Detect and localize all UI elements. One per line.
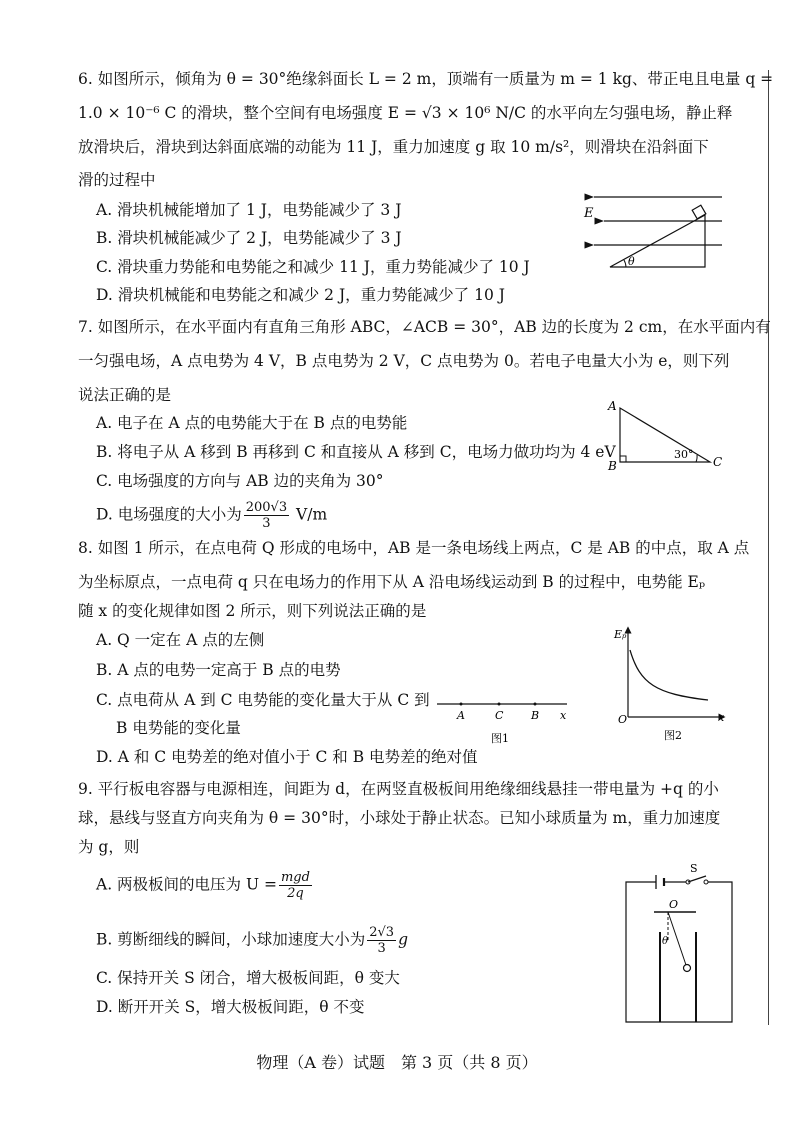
q7-option-d-fraction bbox=[244, 500, 289, 531]
q9-option-b bbox=[96, 925, 408, 956]
q6-figure bbox=[580, 185, 730, 279]
q9-option-b-den: 3 bbox=[377, 941, 386, 956]
caption-fig2: 图2 bbox=[664, 729, 682, 742]
circuit-wire bbox=[626, 882, 732, 1022]
label-c: C bbox=[495, 709, 504, 722]
q7-option-d-num: 200√3 bbox=[245, 500, 288, 515]
switch-label: S bbox=[690, 862, 698, 875]
margin-rule bbox=[768, 70, 769, 1025]
q9-option-b-fraction bbox=[367, 925, 396, 956]
q6-line-4: 滑的过程中 bbox=[78, 171, 156, 189]
angle-30-label: 30° bbox=[674, 448, 694, 461]
label-a: A bbox=[457, 709, 465, 722]
q6-line-1: 6. 如图所示，倾角为 θ = 30°绝缘斜面长 L = 2 m，顶端有一质量为 m = 1 kg、带正电且电量 q = bbox=[78, 70, 774, 88]
q8-figure-1 bbox=[435, 690, 575, 749]
q7-option-c: C. 电场强度的方向与 AB 边的夹角为 30° bbox=[96, 472, 384, 490]
angle-label: θ bbox=[628, 255, 635, 268]
q6-option-d: D. 滑块机械能和电势能之和减少 2 J，重力势能减少了 10 J bbox=[96, 286, 505, 304]
pivot-label: O bbox=[669, 898, 679, 911]
thread bbox=[668, 912, 686, 965]
page-footer: 物理（A 卷）试题 第 3 页（共 8 页） bbox=[256, 1053, 538, 1072]
right-angle-mark bbox=[620, 456, 626, 462]
q9-line-3: 为 g，则 bbox=[78, 838, 140, 856]
y-label: Eₚ bbox=[614, 628, 627, 641]
q8-line-1: 8. 如图 1 所示，在点电荷 Q 形成的电场中，AB 是一条电场线上两点，C 是 AB 的中点，取 A 点 bbox=[78, 539, 750, 557]
label-a: A bbox=[608, 399, 617, 413]
q8-line-3: 随 x 的变化规律如图 2 所示，则下列说法正确的是 bbox=[78, 602, 427, 620]
q8-option-b: B. A 点的电势一定高于 B 点的电势 bbox=[96, 661, 341, 679]
q8-option-c: C. 点电荷从 A 到 C 电势能的变化量大于从 C 到 bbox=[96, 691, 430, 709]
q7-option-d-prefix: D. 电场强度的大小为 bbox=[96, 505, 242, 524]
label-x: x bbox=[560, 709, 567, 722]
field-label: E bbox=[584, 206, 594, 221]
ep-curve bbox=[630, 650, 708, 700]
caption-fig1: 图1 bbox=[491, 732, 509, 745]
q9-option-b-num: 2√3 bbox=[369, 925, 395, 940]
q9-option-b-suffix: g bbox=[398, 930, 409, 949]
q7-line-1: 7. 如图所示，在水平面内有直角三角形 ABC，∠ACB = 30°，AB 边的长度为 2 cm，在水平面内有 bbox=[78, 318, 771, 336]
q7-option-b: B. 将电子从 A 移到 B 再移到 C 和直接从 A 移到 C，电场力做功均为 4 eV bbox=[96, 443, 616, 461]
charged-ball bbox=[684, 965, 691, 972]
angle-c-arc bbox=[696, 455, 697, 462]
q9-option-d: D. 断开开关 S，增大极板间距，θ 不变 bbox=[96, 998, 365, 1016]
q8-figure-2 bbox=[612, 622, 732, 751]
q9-option-c: C. 保持开关 S 闭合，增大极板间距，θ 变大 bbox=[96, 969, 400, 987]
q6-option-a: A. 滑块机械能增加了 1 J，电势能减少了 3 J bbox=[96, 201, 402, 219]
q9-option-a-prefix: A. 两极板间的电压为 U = bbox=[96, 875, 277, 894]
q7-line-3: 说法正确的是 bbox=[78, 386, 172, 404]
triangle-abc bbox=[620, 408, 710, 462]
q8-option-d: D. A 和 C 电势差的绝对值小于 C 和 B 电势差的绝对值 bbox=[96, 748, 478, 766]
q7-line-2: 一匀强电场，A 点电势为 4 V，B 点电势为 2 V，C 点电势为 0。若电子电量大小为 e，则下列 bbox=[78, 352, 730, 370]
switch-lever bbox=[688, 876, 706, 882]
label-b: B bbox=[608, 459, 617, 473]
point-b bbox=[534, 703, 537, 706]
q6-option-b: B. 滑块机械能减少了 2 J，电势能减少了 3 J bbox=[96, 229, 402, 247]
q6-option-c: C. 滑块重力势能和电势能之和减少 11 J，重力势能减少了 10 J bbox=[96, 258, 530, 276]
label-b: B bbox=[531, 709, 540, 722]
label-c: C bbox=[713, 455, 723, 469]
q9-line-2: 球，悬线与竖直方向夹角为 θ = 30°时，小球处于静止状态。已知小球质量为 m，重力加速度 bbox=[78, 809, 721, 827]
incline-triangle bbox=[610, 215, 705, 267]
q8-option-a: A. Q 一定在 A 点的左侧 bbox=[96, 631, 265, 649]
q9-figure bbox=[620, 862, 740, 1036]
q8-line-2: 为坐标原点，一点电荷 q 只在电场力的作用下从 A 沿电场线运动到 B 的过程中，电势能 Eₚ bbox=[78, 573, 706, 591]
q6-line-2: 1.0 × 10⁻⁶ C 的滑块，整个空间有电场强度 E = √3 × 10⁶ N/C 的水平向左匀强电场，静止释 bbox=[78, 104, 733, 122]
q9-line-1: 9. 平行板电容器与电源相连，间距为 d，在两竖直极板间用绝缘细线悬挂一带电量为 +q 的小 bbox=[78, 780, 719, 798]
angle-label: θ bbox=[662, 936, 669, 947]
switch-contact-right bbox=[704, 880, 708, 884]
origin-label: O bbox=[618, 713, 628, 726]
q9-option-b-prefix: B. 剪断细线的瞬间，小球加速度大小为 bbox=[96, 930, 366, 949]
q7-option-d bbox=[96, 500, 327, 531]
point-a bbox=[460, 703, 463, 706]
q9-option-a-num: mgd bbox=[280, 870, 310, 885]
point-c bbox=[498, 703, 501, 706]
q7-option-d-suffix: V/m bbox=[291, 505, 328, 524]
q7-figure bbox=[600, 398, 730, 477]
slider-block bbox=[692, 205, 706, 219]
q7-option-a: A. 电子在 A 点的电势能大于在 B 点的电势能 bbox=[96, 414, 408, 432]
angle-arc bbox=[624, 260, 626, 267]
q6-line-3: 放滑块后，滑块到达斜面底端的动能为 11 J，重力加速度 g 取 10 m/s²，则滑块在沿斜面下 bbox=[78, 138, 709, 156]
q9-option-a-fraction bbox=[279, 870, 312, 901]
q7-option-d-den: 3 bbox=[262, 516, 271, 531]
q8-option-c-cont: B 电势能的变化量 bbox=[116, 719, 241, 737]
q9-option-a-den: 2q bbox=[287, 886, 304, 901]
x-label: x bbox=[718, 711, 725, 724]
q9-option-a bbox=[96, 870, 314, 901]
